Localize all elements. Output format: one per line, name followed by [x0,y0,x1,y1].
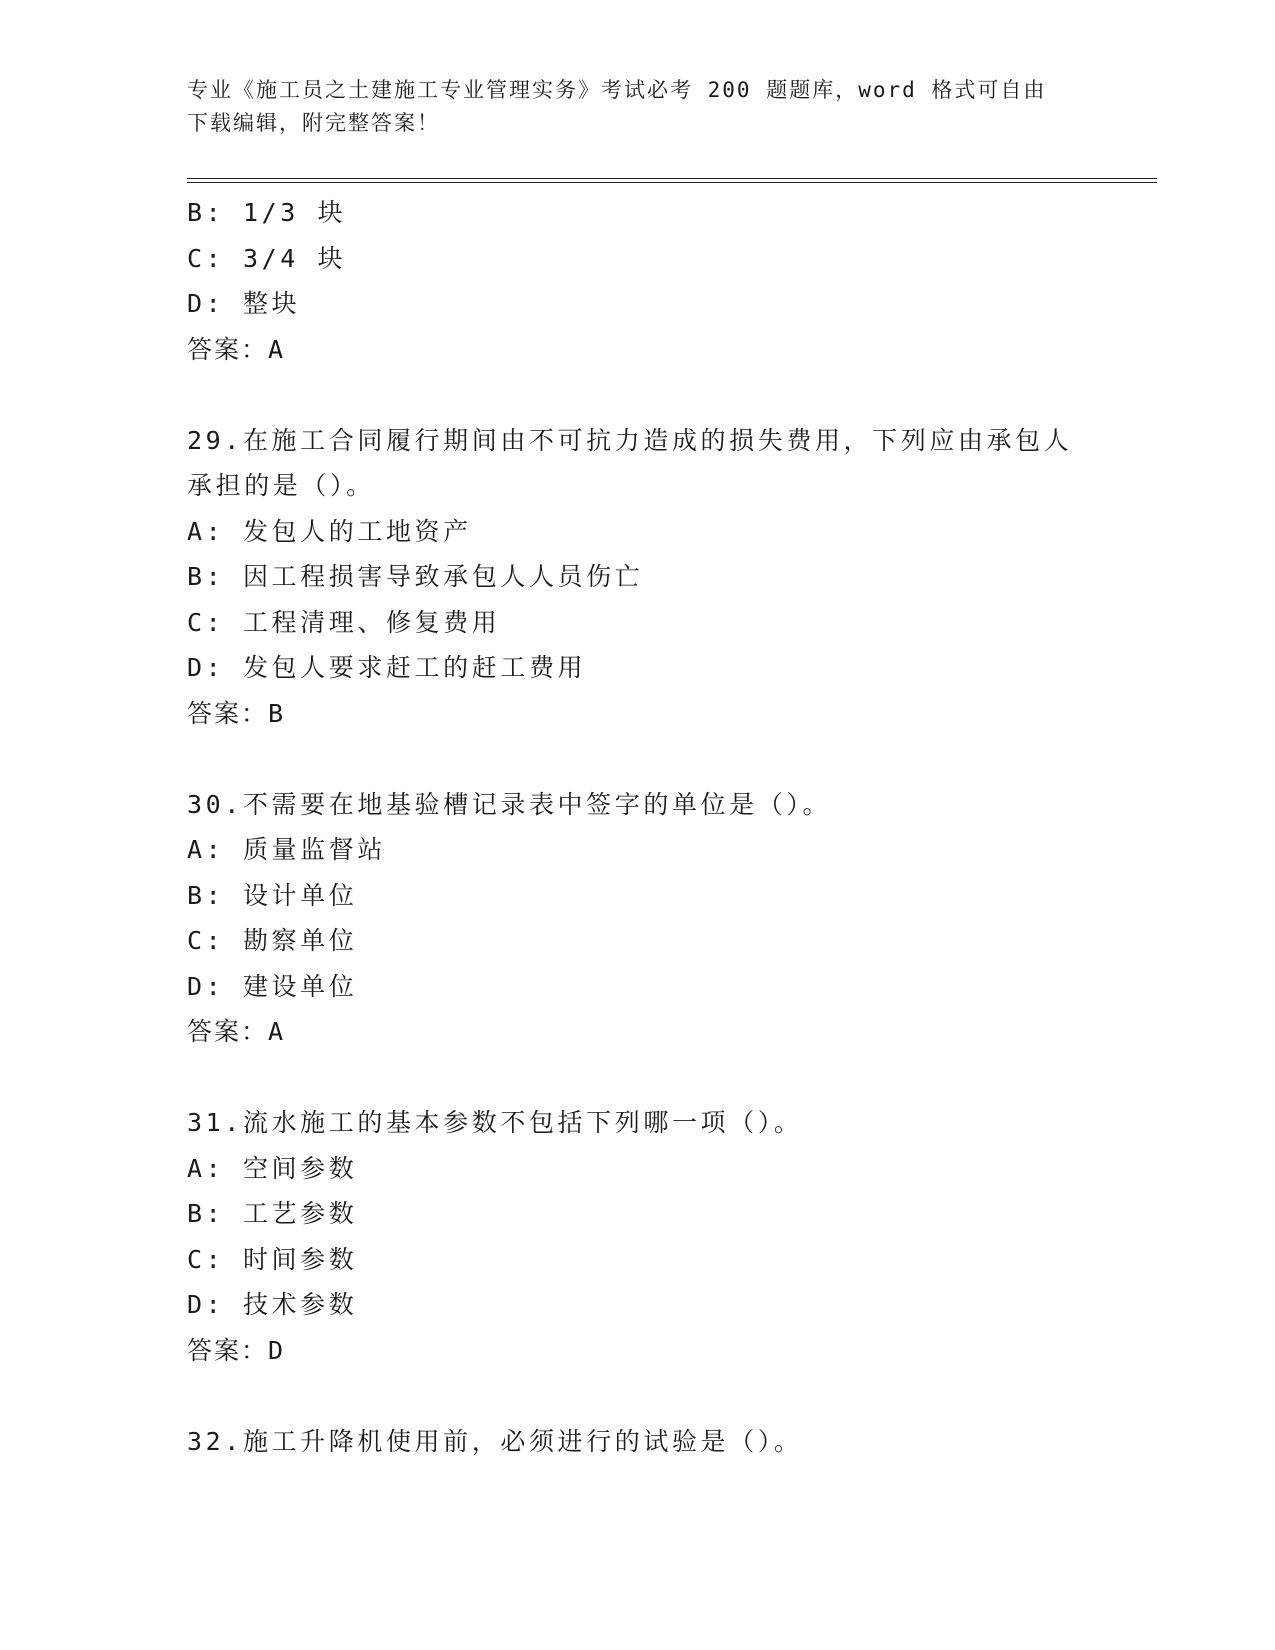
answer: 答案：A [187,334,286,364]
question-stem: 30.不需要在地基验槽记录表中签字的单位是（）。 [187,789,832,819]
question-31 [187,1100,1157,1373]
option-c: C: 工程清理、修复费用 [187,607,501,637]
spacer [187,1373,1157,1419]
option-d: D: 建设单位 [187,971,358,1001]
question-30 [187,782,1157,1055]
option-d: D: 技术参数 [187,1290,358,1319]
spacer [187,372,1157,418]
option-d: D: 发包人要求赶工的赶工费用 [187,653,587,682]
option-b: B: 设计单位 [187,880,358,910]
answer: 答案：B [187,698,286,728]
question-32 [187,1419,1157,1465]
option-c: C: 3/4 块 [187,243,347,273]
option-c: C: 勘察单位 [187,926,358,955]
option-a: A: 质量监督站 [187,835,386,864]
question-29 [187,418,1157,737]
question-stem: 32.施工升降机使用前，必须进行的试验是（）。 [187,1426,803,1456]
option-c: C: 时间参数 [187,1244,358,1274]
document-header [187,74,1087,140]
option-a: A: 空间参数 [187,1153,358,1183]
header-line-1: 专业《施工员之土建施工专业管理实务》考试必考 200 题题库，word 格式可自由 [187,78,1047,102]
option-b: B: 1/3 块 [187,198,347,227]
option-b: B: 因工程损害导致承包人人员伤亡 [187,562,644,591]
header-line-2: 下载编辑，附完整答案！ [187,111,440,135]
option-d: D: 整块 [187,289,301,318]
question-stem: 承担的是（）。 [187,471,375,500]
option-b: B: 工艺参数 [187,1199,358,1228]
header-divider [187,178,1157,183]
question-stem: 31.流水施工的基本参数不包括下列哪一项（）。 [187,1108,803,1137]
spacer [187,1055,1157,1101]
previous-question-tail [187,190,1157,372]
answer: 答案：D [187,1335,286,1365]
answer: 答案：A [187,1017,286,1046]
spacer [187,736,1157,782]
question-stem: 29.在施工合同履行期间由不可抗力造成的损失费用，下列应由承包人 [187,425,1073,455]
question-content [187,190,1157,1464]
option-a: A: 发包人的工地资产 [187,516,472,546]
